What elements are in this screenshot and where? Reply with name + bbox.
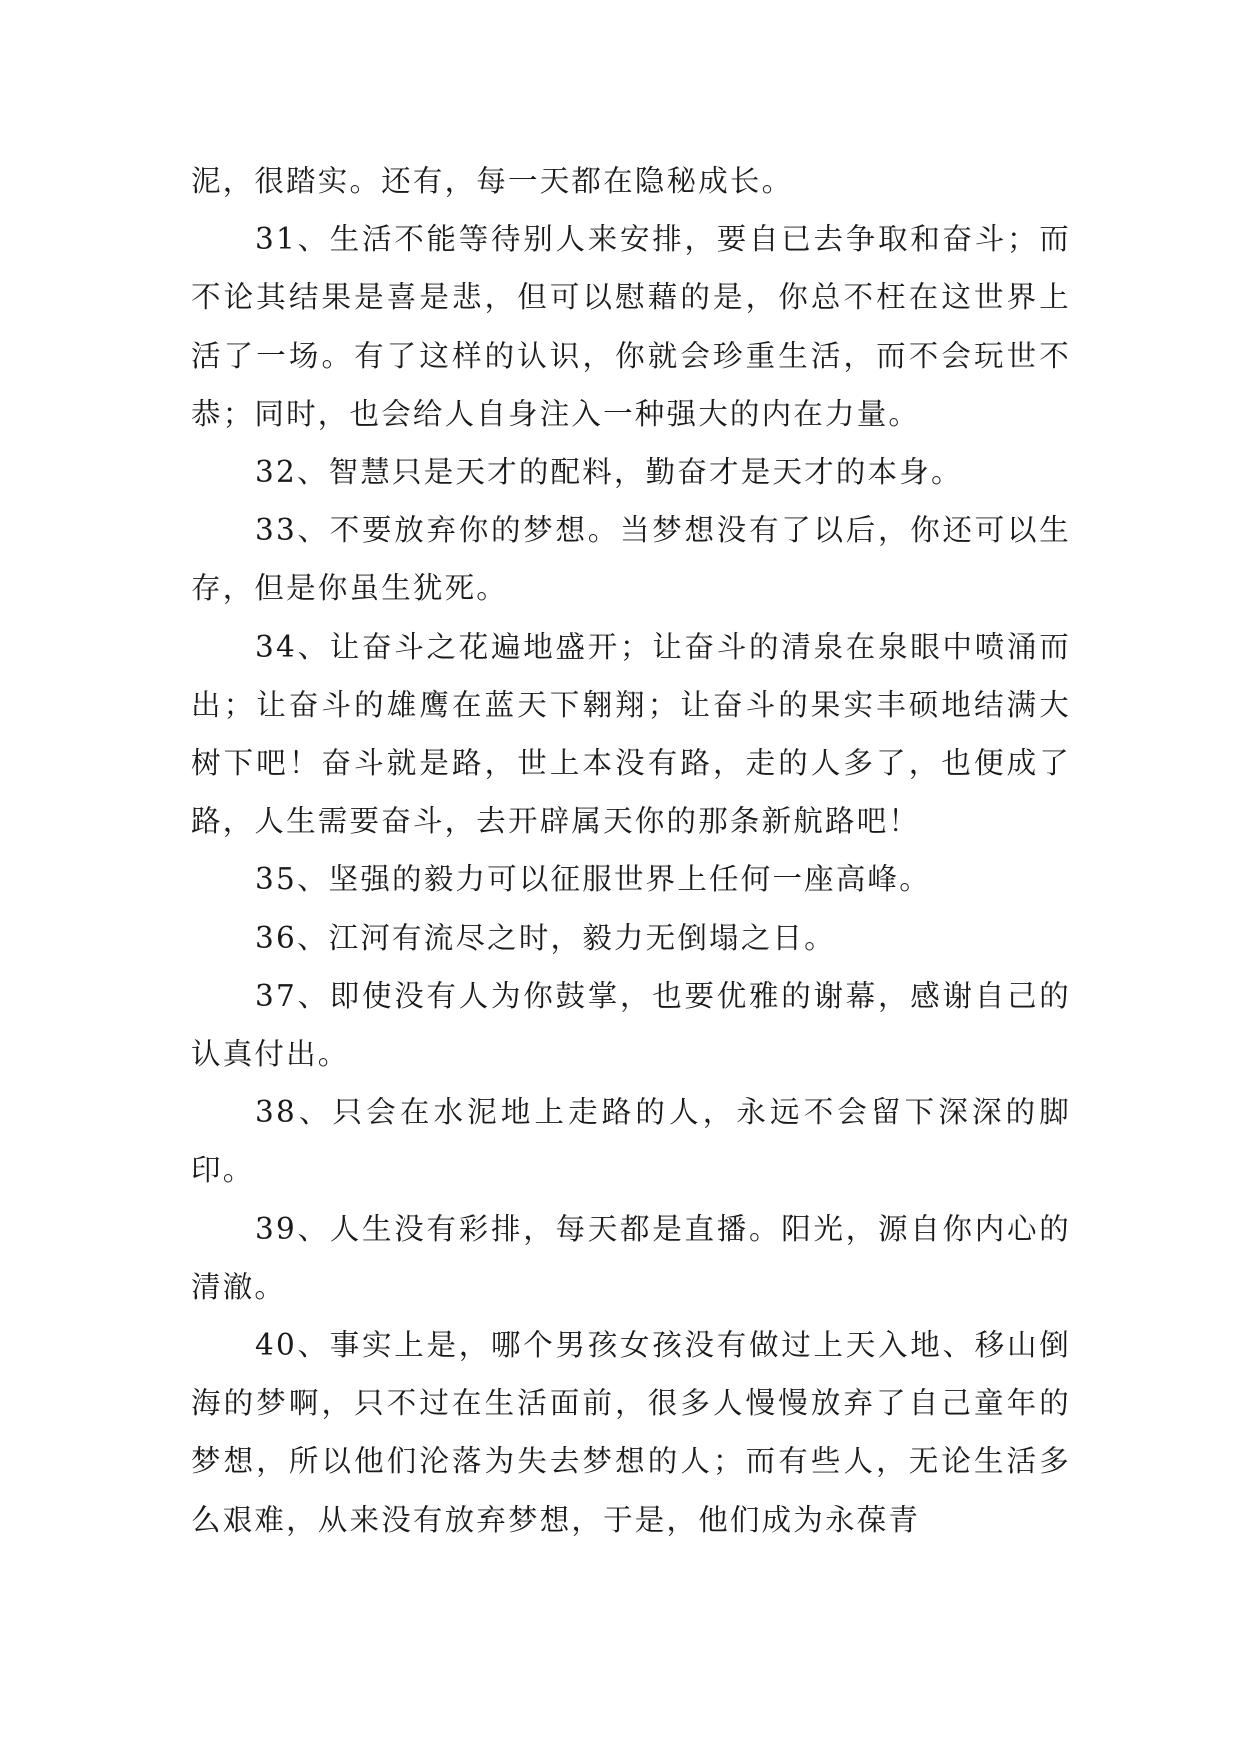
paragraph-32: 32、智慧只是天才的配料，勤奋才是天才的本身。 [255, 455, 963, 490]
paragraph-31: 31、生活不能等待别人来安排，要自已去争取和奋斗；而不论其结果是喜是悲，但可以慰藉的是，你总不枉在这世界上活了一场。有了这样的认识，你就会珍重生活，而不会玩世不恭；同时，也会给人自身注入一种强大的内在力量。 [191, 222, 1071, 431]
document-body [191, 152, 1071, 1549]
paragraph-34: 34、让奋斗之花遍地盛开；让奋斗的清泉在泉眼中喷涌而出；让奋斗的雄鹰在蓝天下翱翔；让奋斗的果实丰硕地结满大树下吧！奋斗就是路，世上本没有路，走的人多了，也便成了路，人生需要奋斗，去开辟属天你的那条新航路吧！ [191, 629, 1071, 839]
paragraph-39: 39、人生没有彩排，每天都是直播。阳光，源自你内心的清澈。 [191, 1211, 1071, 1304]
paragraph-36: 36、江河有流尽之时，毅力无倒塌之日。 [255, 920, 836, 955]
paragraph-37: 37、即使没有人为你鼓掌，也要优雅的谢幕，感谢自己的认真付出。 [191, 978, 1071, 1072]
paragraph-40: 40、事实上是，哪个男孩女孩没有做过上天入地、移山倒海的梦啊，只不过在生活面前，很多人慢慢放弃了自己童年的梦想，所以他们沦落为失去梦想的人；而有些人，无论生活多么艰难，从来没有放弃梦想，于是，他们成为永葆青 [191, 1328, 1071, 1537]
paragraph-33: 33、不要放弃你的梦想。当梦想没有了以后，你还可以生存，但是你虽生犹死。 [191, 513, 1071, 606]
paragraph-continuation: 泥，很踏实。还有，每一天都在隐秘成长。 [191, 164, 794, 198]
paragraph-35: 35、坚强的毅力可以征服世界上任何一座高峰。 [255, 862, 931, 897]
paragraph-38: 38、只会在水泥地上走路的人，永远不会留下深深的脚印。 [191, 1095, 1071, 1188]
